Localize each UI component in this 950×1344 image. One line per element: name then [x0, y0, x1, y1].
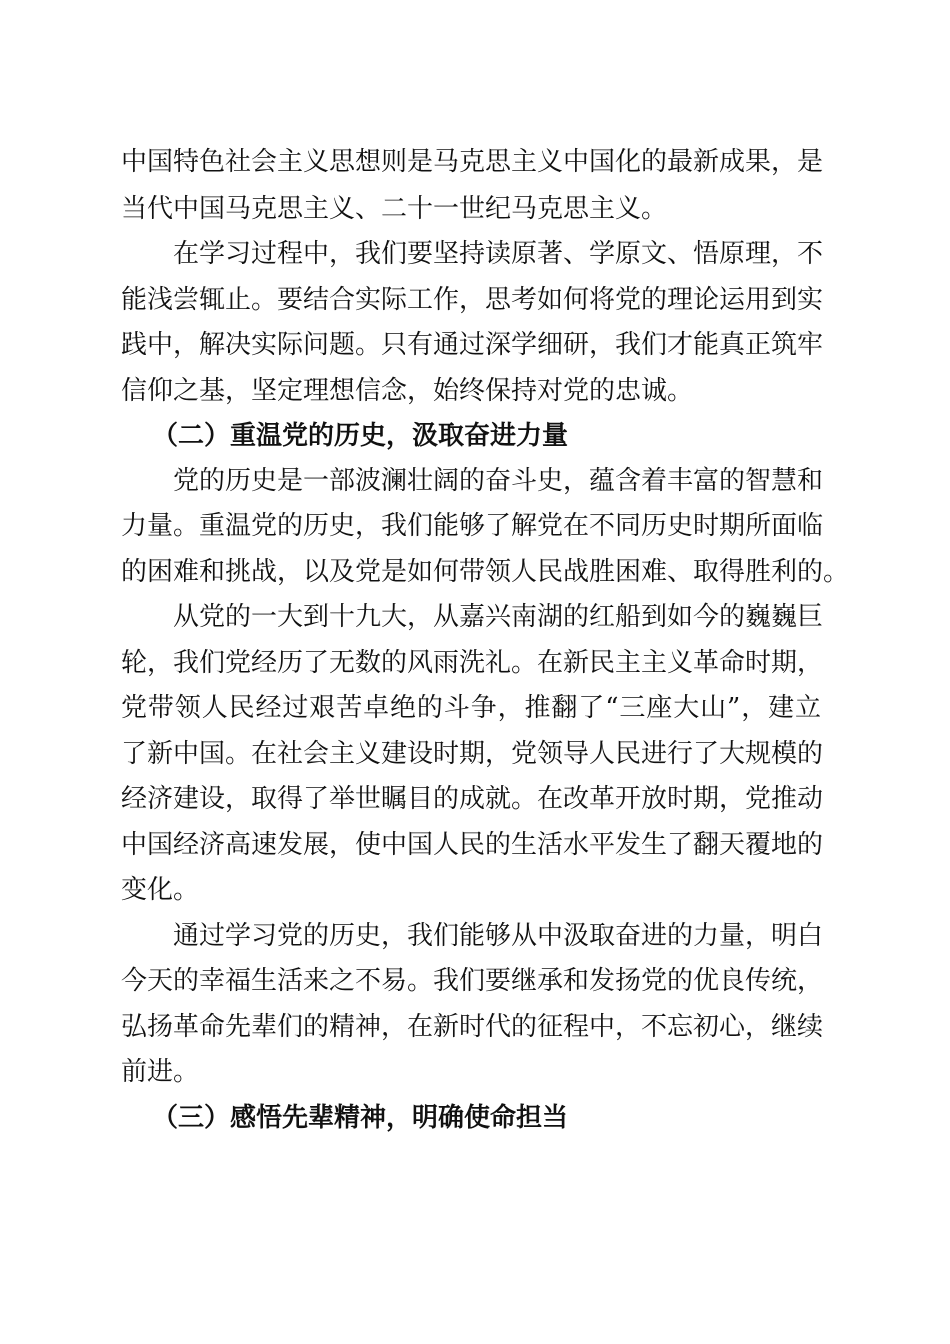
paragraph-line: 今天的幸福生活来之不易。我们要继承和发扬党的优良传统，: [121, 966, 824, 996]
paragraph-line: 从党的一大到十九大，从嘉兴南湖的红船到如今的巍巍巨: [173, 602, 824, 632]
paragraph-line: 通过学习党的历史，我们能够从中汲取奋进的力量，明白: [173, 921, 824, 951]
paragraph-line: 轮，我们党经历了无数的风雨洗礼。在新民主主义革命时期，: [121, 648, 824, 678]
paragraph-line: 党带领人民经过艰苦卓绝的斗争，推翻了“三座大山”，建立: [121, 693, 821, 723]
paragraph-line: 在学习过程中，我们要坚持读原著、学原文、悟原理，不: [173, 239, 824, 269]
paragraph-line: 的困难和挑战，以及党是如何带领人民战胜困难、取得胜利的。: [121, 557, 850, 587]
paragraph-line: 前进。: [121, 1057, 200, 1087]
paragraph-line: 中国特色社会主义思想则是马克思主义中国化的最新成果，是: [121, 147, 824, 177]
paragraph-line: 力量。重温党的历史，我们能够了解党在不同历史时期所面临: [121, 511, 824, 541]
paragraph-line: 当代中国马克思主义、二十一世纪马克思主义。: [121, 194, 668, 224]
section-heading: （三）感悟先辈精神，明确使命担当: [152, 1103, 569, 1133]
paragraph-line: 信仰之基，坚定理想信念，始终保持对党的忠诚。: [121, 376, 694, 406]
paragraph-line: 变化。: [121, 875, 200, 905]
paragraph-line: 践中，解决实际问题。只有通过深学细研，我们才能真正筑牢: [121, 330, 824, 360]
paragraph-line: 了新中国。在社会主义建设时期，党领导人民进行了大规模的: [121, 739, 824, 769]
paragraph-line: 经济建设，取得了举世瞩目的成就。在改革开放时期，党推动: [121, 784, 824, 814]
paragraph-line: 党的历史是一部波澜壮阔的奋斗史，蕴含着丰富的智慧和: [173, 466, 824, 496]
paragraph-line: 能浅尝辄止。要结合实际工作，思考如何将党的理论运用到实: [121, 285, 824, 315]
paragraph-line: 弘扬革命先辈们的精神，在新时代的征程中，不忘初心，继续: [121, 1012, 824, 1042]
paragraph-line: 中国经济高速发展，使中国人民的生活水平发生了翻天覆地的: [121, 830, 824, 860]
section-heading: （二）重温党的历史，汲取奋进力量: [152, 421, 569, 451]
